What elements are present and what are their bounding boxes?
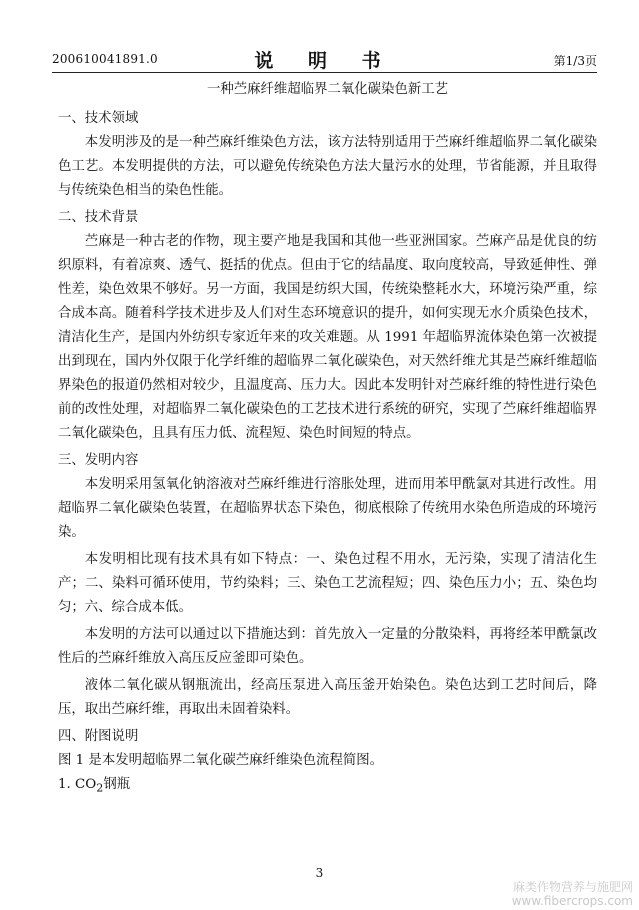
page-number: 3 <box>315 866 324 880</box>
page-header <box>52 46 597 70</box>
section-heading-technical-background: 二、技术背景 <box>58 210 139 225</box>
legend-item-subscript: 2 <box>96 781 104 795</box>
page-indicator: 第1/3页 <box>553 54 597 68</box>
paragraph-invention-process: 液体二氧化碳从钢瓶流出，经高压泵进入高压釜开始染色。染色达到工艺时间后，降压，取出苎麻纤维，再取出未固着染料。 <box>58 678 597 717</box>
section-heading-figure-description: 四、附图说明 <box>58 729 139 744</box>
legend-item-prefix: 1. CO <box>58 777 97 792</box>
legend-item-suffix: 钢瓶 <box>103 777 131 792</box>
paragraph-invention-measures: 本发明的方法可以通过以下措施达到：首先放入一定量的分散染料，再将经苯甲酰氯改性后的苎麻纤维放入高压反应釜即可染色。 <box>58 627 597 666</box>
document-body <box>58 80 597 801</box>
paragraph-figure-caption: 图 1 是本发明超临界二氧化碳苎麻纤维染色流程简图。 <box>58 753 384 768</box>
watermark-url: www.fibercrops.com <box>511 894 633 908</box>
section-heading-invention-content: 三、发明内容 <box>58 453 139 468</box>
paragraph-invention-features: 本发明相比现有技术具有如下特点：一、染色过程不用水，无污染，实现了清洁化生产；二、染料可循环使用，节约染料；三、染色工艺流程短；四、染色压力小；五、染色均匀；六、综合成本低。 <box>58 552 597 615</box>
watermark-site-name: 麻类作物营养与施肥网 <box>512 880 633 894</box>
document-title: 说 明 书 <box>254 50 395 72</box>
header-divider <box>52 72 597 73</box>
paragraph-invention-method: 本发明采用氢氧化钠溶液对苎麻纤维进行溶胀处理，进而用苯甲酰氯对其进行改性。用超临界二氧化碳染色装置，在超临界状态下染色，彻底根除了传统用水染色所造成的环境污染。 <box>58 477 597 540</box>
application-number: 200610041891.0 <box>52 52 158 66</box>
figure-legend-item <box>58 773 597 801</box>
site-watermark <box>512 880 633 908</box>
paragraph-technical-background: 苎麻是一种古老的作物，现主要产地是我国和其他一些亚洲国家。苎麻产品是优良的纺织原料，有着凉爽、透气、挺括的优点。但由于它的结晶度、取向度较高，导致延伸性、弹性差，染色效果不够好。另一方面，我国是纺织大国，传统染整耗水大，环境污染严重，综合成本高。随着科学技术进步及人们对生态环境意识的提升，如何实现无水介质染色技术，清洁化生产，是国内外纺织专家近年来的攻关难题。从 1991 年超临界流体染色第一次被提出到现在，国内外仅限于化学纤维的超临界二氧化碳染色，对天然纤维尤其是苎麻纤维超临界染色的报道仍然相对较少，且温度高、压力大。因此本发明针对苎麻纤维的特性进行染色前的改性处理，对超临界二氧化碳染色的工艺技术进行系统的研究，实现了苎麻纤维超临界二氧化碳染色，且具有压力低、流程短、染色时间短的特点。 <box>58 234 597 441</box>
invention-title: 一种苎麻纤维超临界二氧化碳染色新工艺 <box>206 82 449 97</box>
section-heading-technical-field: 一、技术领域 <box>58 111 139 126</box>
paragraph-technical-field: 本发明涉及的是一种苎麻纤维染色方法，该方法特别适用于苎麻纤维超临界二氧化碳染色工艺。本发明提供的方法，可以避免传统染色方法大量污水的处理，节省能源，并且取得与传统染色相当的染色性能。 <box>58 135 597 198</box>
